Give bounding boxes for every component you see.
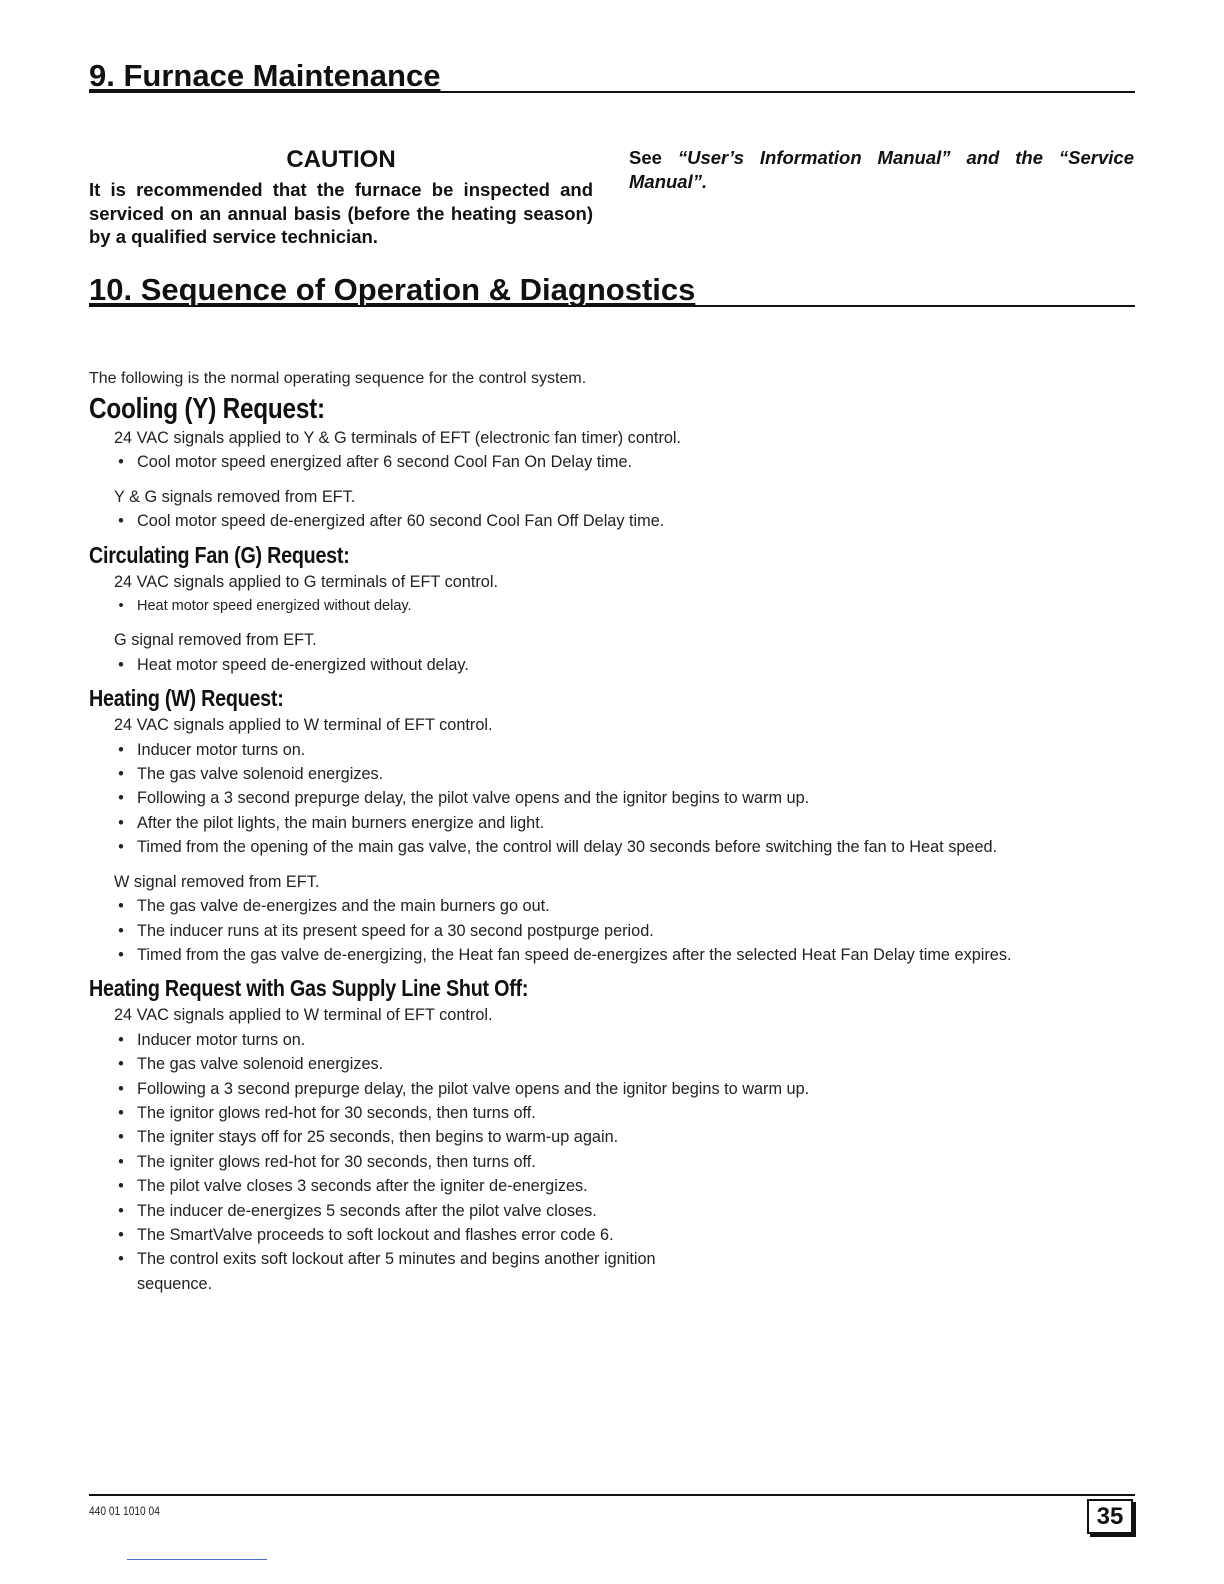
group-lead: 24 VAC signals applied to W terminal of EFT control.: [114, 716, 493, 735]
cooling-request-section: [89, 392, 1139, 534]
list-item-text: The igniter glows red-hot for 30 seconds, then turns off.: [137, 1152, 536, 1171]
bottom-edge-mark: [127, 1559, 267, 1560]
list-item-text: The gas valve de-energizes and the main burners go out.: [137, 897, 550, 916]
footer-rule: [89, 1494, 1135, 1496]
list-item-text: Following a 3 second prepurge delay, the pilot valve opens and the ignitor begins to warm up.: [137, 789, 810, 808]
list-item-text: The gas valve solenoid energizes.: [137, 1055, 384, 1074]
gas-shutoff-group: [114, 1003, 1139, 1296]
bullet-icon: •: [118, 1177, 124, 1196]
bullet-list: [114, 509, 1139, 533]
list-item: [114, 738, 1139, 762]
bullet-icon: •: [118, 945, 124, 964]
list-item-text: The inducer runs at its present speed for a 30 second postpurge period.: [137, 921, 654, 940]
list-item: [114, 1247, 1139, 1296]
bullet-list: [114, 450, 1139, 474]
list-item: [114, 786, 1139, 810]
bullet-list: [114, 894, 1139, 967]
bullet-icon: •: [118, 838, 124, 857]
bullet-icon: •: [118, 598, 124, 615]
cooling-request-heading: Cooling (Y) Request:: [89, 393, 325, 425]
cooling-remove-group: [114, 485, 1139, 534]
list-item-text: The igniter stays off for 25 seconds, then begins to warm-up again.: [137, 1128, 619, 1147]
list-item-text: The pilot valve closes 3 seconds after the igniter de-energizes.: [137, 1177, 588, 1196]
circulating-fan-heading: Circulating Fan (G) Request:: [89, 541, 350, 568]
bullet-icon: •: [118, 1079, 124, 1098]
bullet-icon: •: [118, 453, 124, 472]
bullet-icon: •: [118, 1250, 124, 1269]
list-item-text: The ignitor glows red-hot for 30 seconds, then turns off.: [137, 1103, 536, 1122]
circulating-apply-group: [114, 570, 1139, 619]
section-9-title: [89, 58, 1135, 93]
bullet-icon: •: [118, 1201, 124, 1220]
heating-request-section: [89, 683, 1139, 967]
bullet-icon: •: [118, 897, 124, 916]
bullet-list: [114, 594, 1139, 618]
list-item: [114, 1150, 1139, 1174]
list-item-text: After the pilot lights, the main burners energize and light.: [137, 813, 545, 832]
list-item-text: The control exits soft lockout after 5 minutes and begins another ignition sequence.: [137, 1250, 656, 1293]
heating-apply-group: [114, 713, 1139, 859]
group-lead: W signal removed from EFT.: [114, 872, 320, 891]
bullet-icon: •: [118, 813, 124, 832]
bullet-icon: •: [118, 740, 124, 759]
caution-text: It is recommended that the furnace be inspected and serviced on an annual basis (before the heating season) by a qualified service technician.: [89, 179, 593, 247]
list-item: [114, 1052, 1139, 1076]
list-item: [114, 653, 1139, 677]
heating-remove-group: [114, 870, 1139, 968]
section-10-title: [89, 272, 1135, 307]
gas-shutoff-heading: Heating Request with Gas Supply Line Shut Off:: [89, 975, 529, 1002]
list-item-text: Timed from the gas valve de-energizing, the Heat fan speed de-energizes after the selected Heat Fan Delay time expires.: [137, 945, 1012, 964]
list-item: [114, 1077, 1139, 1101]
bullet-list: [114, 1028, 1139, 1296]
list-item-text: The inducer de-energizes 5 seconds after the pilot valve closes.: [137, 1201, 597, 1220]
bullet-icon: •: [118, 921, 124, 940]
list-item: [114, 450, 1139, 474]
bullet-icon: •: [118, 789, 124, 808]
list-item: [114, 1223, 1139, 1247]
group-lead: 24 VAC signals applied to W terminal of EFT control.: [114, 1006, 493, 1025]
list-item: [114, 811, 1139, 835]
gas-shutoff-section: [89, 973, 1139, 1296]
list-item: [114, 1174, 1139, 1198]
list-item-text: Heat motor speed de-energized without delay.: [137, 655, 469, 674]
list-item: [114, 762, 1139, 786]
bullet-icon: •: [118, 1103, 124, 1122]
list-item-text: Heat motor speed energized without delay.: [137, 598, 412, 615]
bullet-list: [114, 738, 1139, 860]
list-item: [114, 594, 1139, 618]
bullet-icon: •: [118, 655, 124, 674]
list-item-text: Cool motor speed de-energized after 60 second Cool Fan Off Delay time.: [137, 512, 665, 531]
bullet-icon: •: [118, 1152, 124, 1171]
see-prefix: See: [629, 147, 678, 168]
bullet-icon: •: [118, 1225, 124, 1244]
list-item: [114, 1199, 1139, 1223]
service-manual-ref: “Service Manual”.: [629, 147, 1135, 192]
group-lead: G signal removed from EFT.: [114, 631, 317, 650]
list-item: [114, 943, 1139, 967]
list-item: [114, 1101, 1139, 1125]
list-item: [114, 919, 1139, 943]
sequence-intro: The following is the normal operating sequence for the control system.: [89, 370, 587, 387]
caution-block: [89, 145, 593, 249]
bullet-icon: •: [118, 1030, 124, 1049]
page-number: 35: [1087, 1499, 1133, 1534]
list-item-text: Cool motor speed energized after 6 second Cool Fan On Delay time.: [137, 453, 633, 472]
section-9-title-text: 9. Furnace Maintenance: [89, 58, 441, 93]
sequence-content: [89, 392, 1139, 1296]
list-item: [114, 1028, 1139, 1052]
group-lead: 24 VAC signals applied to G terminals of EFT control.: [114, 572, 498, 591]
list-item: [114, 894, 1139, 918]
users-information-manual-ref: “User’s Information Manual”: [677, 147, 951, 168]
heating-request-heading: Heating (W) Request:: [89, 685, 284, 712]
list-item: [114, 509, 1139, 533]
bullet-icon: •: [118, 765, 124, 784]
bullet-icon: •: [118, 1128, 124, 1147]
see-mid: and the: [950, 147, 1059, 168]
list-item: [114, 1125, 1139, 1149]
list-item-text: Following a 3 second prepurge delay, the pilot valve opens and the ignitor begins to warm up.: [137, 1079, 810, 1098]
list-item-text: Inducer motor turns on.: [137, 740, 306, 759]
section-10-title-text: 10. Sequence of Operation & Diagnostics: [89, 272, 696, 307]
list-item-text: Timed from the opening of the main gas valve, the control will delay 30 seconds before switching the fan to Heat speed.: [137, 838, 998, 857]
list-item: [114, 835, 1139, 859]
cooling-apply-group: [114, 426, 1139, 475]
circulating-remove-group: [114, 628, 1139, 677]
group-lead: Y & G signals removed from EFT.: [114, 487, 356, 506]
list-item-text: The SmartValve proceeds to soft lockout and flashes error code 6.: [137, 1225, 614, 1244]
document-code: 440 01 1010 04: [89, 1504, 160, 1518]
bullet-list: [114, 653, 1139, 677]
group-lead: 24 VAC signals applied to Y & G terminals of EFT (electronic fan timer) control.: [114, 429, 682, 447]
list-item-text: Inducer motor turns on.: [137, 1030, 306, 1049]
circulating-fan-section: [89, 540, 1139, 678]
bullet-icon: •: [118, 512, 124, 531]
bullet-icon: •: [118, 1055, 124, 1074]
list-item-text: The gas valve solenoid energizes.: [137, 765, 384, 784]
caution-heading: CAUTION: [286, 146, 396, 173]
manual-reference-note: [629, 146, 1134, 193]
